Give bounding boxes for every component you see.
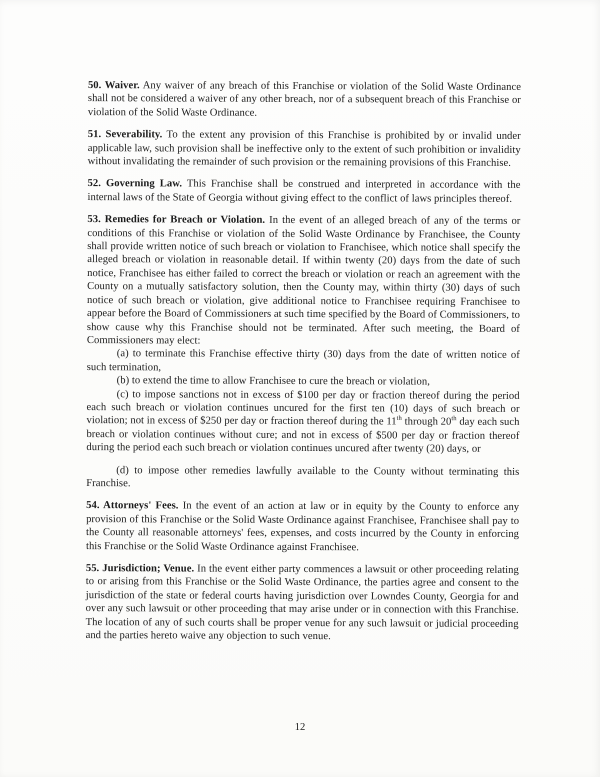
document-body xyxy=(86,79,521,653)
section-50-text: Any waiver of any breach of this Franchise or violation of the Solid Waste Ordinance shall not be considered a waiver of any other breach, nor of a subsequent breach of this Franchise or violation of the Solid Waste Ordinance. xyxy=(87,80,522,119)
list-item-d: (d) to impose other remedies lawfully available to the County without terminating this Franchise. xyxy=(86,464,520,490)
list-item-a: (a) to terminate this Franchise effective thirty (30) days from the date of written notice of such termination, xyxy=(86,348,520,374)
section-52-governing-law xyxy=(87,177,520,206)
section-53-remedies xyxy=(87,213,521,349)
section-50-waiver xyxy=(88,79,521,121)
section-55-heading: 55. Jurisdiction; Venue. xyxy=(85,563,195,575)
section-51-text: To the extent any provision of this Franchise is prohibited by or invalid under applicable law, such provision shall be ineffective only to the extent of such prohibition or invalidity without invalidating the remainder of such provision or the remaining provisions of this Franchise. xyxy=(87,129,521,169)
section-51-heading: 51. Severability. xyxy=(87,129,163,141)
section-52-heading: 52. Governing Law. xyxy=(87,178,183,190)
section-55-text: In the event either party commences a lawsuit or other proceeding relating to or arising from this Franchise or the Solid Waste Ordinance, the parties agree and consent to the jurisdiction of the state or federal courts having jurisdiction over Lowndes County, Georgia for and over any such lawsuit or other proceeding that may arise under or in connection with this Franchise. The location of any of such courts shall be proper venue for any such lawsuit or judicial proceeding and the parties hereto waive any objection to such venue. xyxy=(85,563,519,643)
list-item-c-text-1: (c) to impose sanctions not in excess of $100 per day or fraction thereof during the period each such breach or violation continues uncured for the first ten (10) days of such breach or violation; not in excess of $250 per day or fraction thereof during the 11 xyxy=(86,388,520,428)
section-54-text: In the event of an action at law or in equity by the County to enforce any provision of this Franchise or the Solid Waste Ordinance against Franchisee, Franchisee shall pay to the County all reasonable attorneys' fees, expenses, and costs incurred by the County in enforcing this Franchise or the Solid Waste Ordinance against Franchisee. xyxy=(85,500,520,553)
section-53-heading: 53. Remedies for Breach or Violation. xyxy=(87,214,266,227)
superscript-th-icon: th xyxy=(451,415,457,423)
section-52-text: This Franchise shall be construed and interpreted in accordance with the internal laws of the State of Georgia without giving effect to the conflict of laws principles thereof. xyxy=(87,178,521,205)
list-item-b: (b) to extend the time to allow Franchisee to cure the breach or violation, xyxy=(116,375,430,388)
section-54-heading: 54. Attorneys' Fees. xyxy=(86,500,179,512)
list-item-c xyxy=(86,388,519,457)
section-53-text: In the event of an alleged breach of any of the terms or conditions of this Franchise or violation of the Solid Waste Ordinance by Franchisee, the County shall provide written notice of such breach or violation to Franchisee, which notice shall specify the alleged breach or violation in reasonable detail. If within twenty (20) days from the date of such notice, Franchisee has either failed to correct the breach or violation or reach an agreement with the County on a mutually satisfactory solution, then the County may, within thirty (30) days of such notice of such breach or violation, give additional notice to Franchisee requiring Franchisee to appear before the Board of Commissioners at such time specified by the Board of Commissioners, to show cause why this Franchise should not be terminated. After such meeting, the Board of Commissioners may elect: xyxy=(86,215,521,347)
list-item-c-text-3: day each such breach or violation continues without cure; and not in excess of $500 per day or fraction thereof during the period each such breach or violation continues uncured after twenty (20) days, or xyxy=(86,417,520,455)
section-54-attorneys-fees xyxy=(86,499,519,555)
section-50-heading: 50. Waiver. xyxy=(87,80,140,92)
list-item-c-text-2: through 20 xyxy=(401,416,452,428)
section-51-severability xyxy=(88,128,521,170)
superscript-th-icon: th xyxy=(396,415,402,423)
page-number: 12 xyxy=(294,722,306,733)
section-55-jurisdiction-venue xyxy=(86,562,519,644)
